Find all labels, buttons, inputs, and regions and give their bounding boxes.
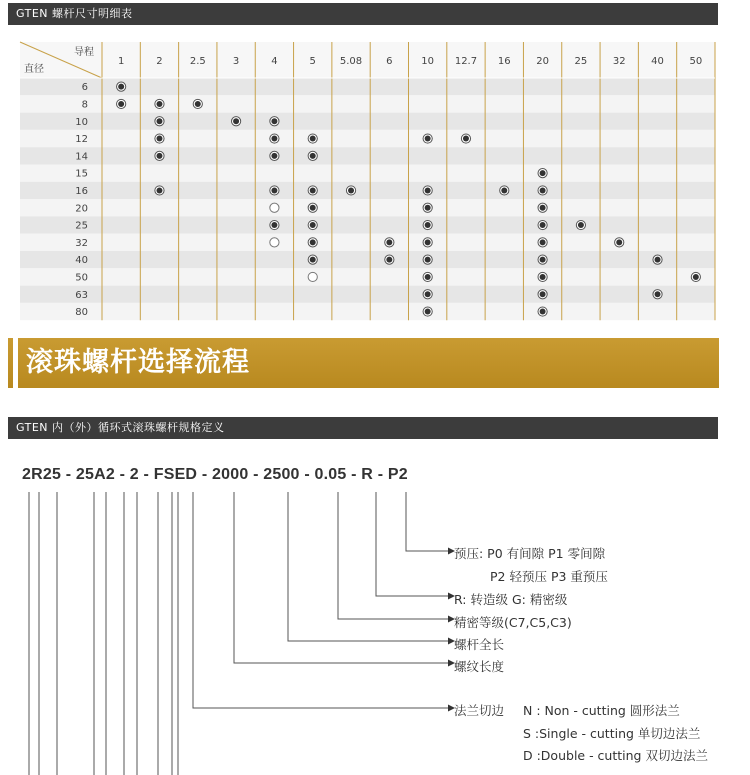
label-thread-length: 螺纹长度 bbox=[454, 659, 505, 674]
diameter-label: 32 bbox=[75, 237, 88, 249]
diameter-label: 80 bbox=[75, 307, 88, 319]
label-flange-s: S :Single - cutting 单切边法兰 bbox=[523, 726, 701, 741]
lead-header: 2 bbox=[156, 56, 163, 67]
lead-header: 16 bbox=[497, 56, 511, 67]
diameter-label: 8 bbox=[81, 99, 88, 111]
code-part: 2R25 bbox=[22, 466, 62, 483]
lead-header: 10 bbox=[421, 56, 435, 67]
diameter-label: 50 bbox=[75, 272, 88, 284]
spec-header-title: GTEN 内（外）循环式滚珠螺杆规格定义 bbox=[16, 421, 225, 434]
diameter-label: 10 bbox=[75, 116, 88, 128]
code-separator: - bbox=[346, 466, 362, 483]
lead-header: 50 bbox=[689, 56, 703, 67]
code-separator: - bbox=[248, 466, 264, 483]
diameter-label: 16 bbox=[75, 185, 88, 197]
code-part: FSED bbox=[153, 466, 198, 483]
lead-header: 2.5 bbox=[189, 56, 206, 67]
code-part: 2000 bbox=[212, 466, 249, 483]
lead-header: 20 bbox=[536, 56, 549, 67]
diameter-label: 6 bbox=[81, 82, 88, 94]
diameter-label: 40 bbox=[75, 255, 88, 267]
code-separator: - bbox=[373, 466, 388, 483]
diameter-label: 20 bbox=[75, 203, 88, 215]
label-preload-2: P2 轻预压 P3 重预压 bbox=[490, 569, 608, 584]
label-flange-d: D :Double - cutting 双切边法兰 bbox=[523, 748, 708, 763]
model-code bbox=[22, 466, 408, 484]
code-separator: - bbox=[114, 466, 130, 483]
lead-header: 5.08 bbox=[339, 56, 363, 67]
table-header-title: GTEN 螺杆尺寸明细表 bbox=[16, 7, 133, 20]
code-separator: - bbox=[197, 466, 213, 483]
code-part: 2500 bbox=[263, 466, 300, 483]
corner-lead-label: 导程 bbox=[74, 47, 94, 58]
banner-title: 滚珠螺杆选择流程 bbox=[26, 347, 250, 378]
code-part: R bbox=[361, 466, 374, 483]
label-flange-n: N : Non - cutting 圆形法兰 bbox=[523, 703, 680, 718]
label-flange-cut: 法兰切边 bbox=[454, 703, 505, 718]
label-grade: R: 转造级 G: 精密级 bbox=[454, 592, 568, 607]
code-part: 0.05 bbox=[314, 466, 347, 483]
code-part: P2 bbox=[387, 466, 408, 483]
diameter-label: 14 bbox=[75, 151, 88, 163]
pointer-line bbox=[406, 492, 448, 551]
diameter-label: 25 bbox=[75, 220, 88, 232]
diameter-label: 15 bbox=[75, 168, 88, 180]
corner-diameter-label: 直径 bbox=[24, 64, 44, 75]
label-accuracy: 精密等级(C7,C5,C3) bbox=[454, 615, 572, 630]
lead-header: 25 bbox=[574, 56, 588, 67]
lead-header: 4 bbox=[271, 56, 278, 67]
label-preload-1: 预压: P0 有间隙 P1 零间隙 bbox=[454, 546, 606, 561]
code-part: 25A2 bbox=[75, 466, 115, 483]
lead-header: 12.7 bbox=[454, 56, 478, 67]
code-part: 2 bbox=[129, 466, 139, 483]
lead-header: 40 bbox=[651, 56, 664, 67]
code-separator: - bbox=[299, 466, 315, 483]
diameter-label: 12 bbox=[75, 134, 88, 146]
lead-header: 5 bbox=[309, 56, 316, 67]
pointer-line bbox=[376, 492, 448, 596]
pointer-line bbox=[338, 492, 448, 619]
pointer-line bbox=[234, 492, 448, 663]
lead-header: 32 bbox=[612, 56, 626, 67]
code-separator: - bbox=[138, 466, 154, 483]
lead-header: 1 bbox=[117, 56, 125, 67]
lead-header: 6 bbox=[386, 56, 393, 67]
lead-header: 3 bbox=[232, 56, 240, 67]
diameter-label: 63 bbox=[75, 289, 88, 301]
code-separator: - bbox=[61, 466, 76, 483]
pointer-line bbox=[193, 492, 448, 708]
label-total-length: 螺杆全长 bbox=[454, 637, 505, 652]
